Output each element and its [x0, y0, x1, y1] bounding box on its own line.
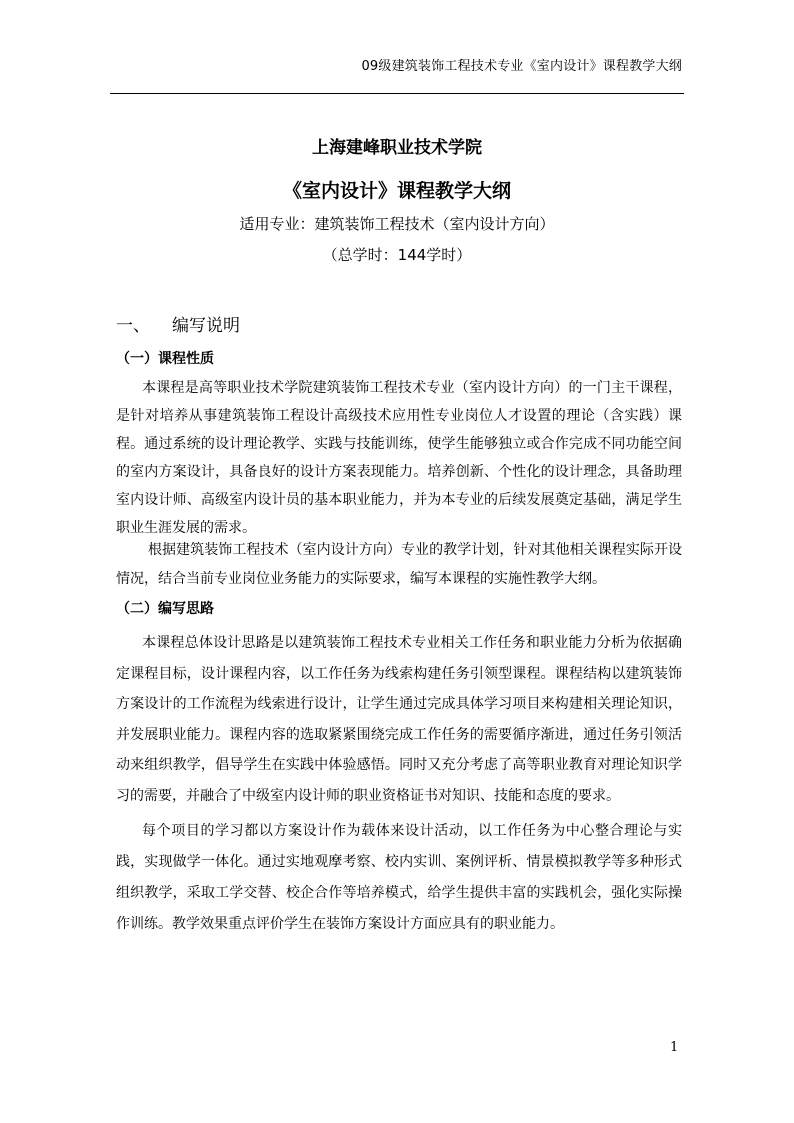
subsection-heading-writing-approach: （二）编写思路	[116, 601, 214, 617]
header-divider	[110, 93, 684, 94]
section-title: 编写说明	[172, 316, 240, 336]
school-name: 上海建峰职业技术学院	[312, 138, 482, 158]
subsection-heading-course-nature: （一）课程性质	[116, 351, 214, 367]
running-header: 09级建筑装饰工程技术专业《室内设计》课程教学大纲	[361, 59, 682, 74]
document-title: 《室内设计》课程教学大纲	[282, 180, 511, 202]
paragraph: 根据建筑装饰工程技术（室内设计方向）专业的教学计划，针对其他相关课程实际开设情况，结合当前专业岗位业务能力的实际要求，编写本课程的实施性教学大纲。	[116, 542, 682, 587]
page-number: 1	[670, 1040, 679, 1055]
section-heading	[116, 314, 240, 338]
section-number: 一、	[116, 316, 150, 336]
paragraph: 每个项目的学习都以方案设计作为载体来设计活动，以工作任务为中心整合理论与实践，实现做学一体化。通过实地观摩考察、校内实训、案例评析、情景模拟教学等多种形式组织教学，采取工学交替、校企合作等培养模式，给学生提供丰富的实践机会，强化实际操作训练。教学效果重点评价学生在装饰方案设计方面应具有的职业能力。	[116, 823, 682, 932]
applicable-major: 适用专业：建筑装饰工程技术（室内设计方向）	[239, 215, 555, 233]
paragraph: 本课程是高等职业技术学院建筑装饰工程技术专业（室内设计方向）的一门主干课程，是针对培养从事建筑装饰工程设计高级技术应用性专业岗位人才设置的理论（含实践）课程。通过系统的设计理论教学、实践与技能训练，使学生能够独立或合作完成不同功能空间的室内方案设计，具备良好的设计方案表现能力。培养创新、个性化的设计理念，具备助理室内设计师、高级室内设计员的基本职业能力，并为本专业的后续发展奠定基础，满足学生职业生涯发展的需求。	[116, 380, 682, 536]
total-hours: （总学时：144学时）	[322, 246, 472, 264]
paragraph: 本课程总体设计思路是以建筑装饰工程技术专业相关工作任务和职业能力分析为依据确定课程目标，设计课程内容，以工作任务为线索构建任务引领型课程。课程结构以建筑装饰方案设计的工作流程为线索进行设计，让学生通过完成具体学习项目来构建相关理论知识，并发展职业能力。课程内容的选取紧紧围绕完成工作任务的需要循序渐进，通过任务引领活动来组织教学，倡导学生在实践中体验感悟。同时又充分考虑了高等职业教育对理论知识学习的需要，并融合了中级室内设计师的职业资格证书对知识、技能和态度的要求。	[116, 635, 682, 804]
